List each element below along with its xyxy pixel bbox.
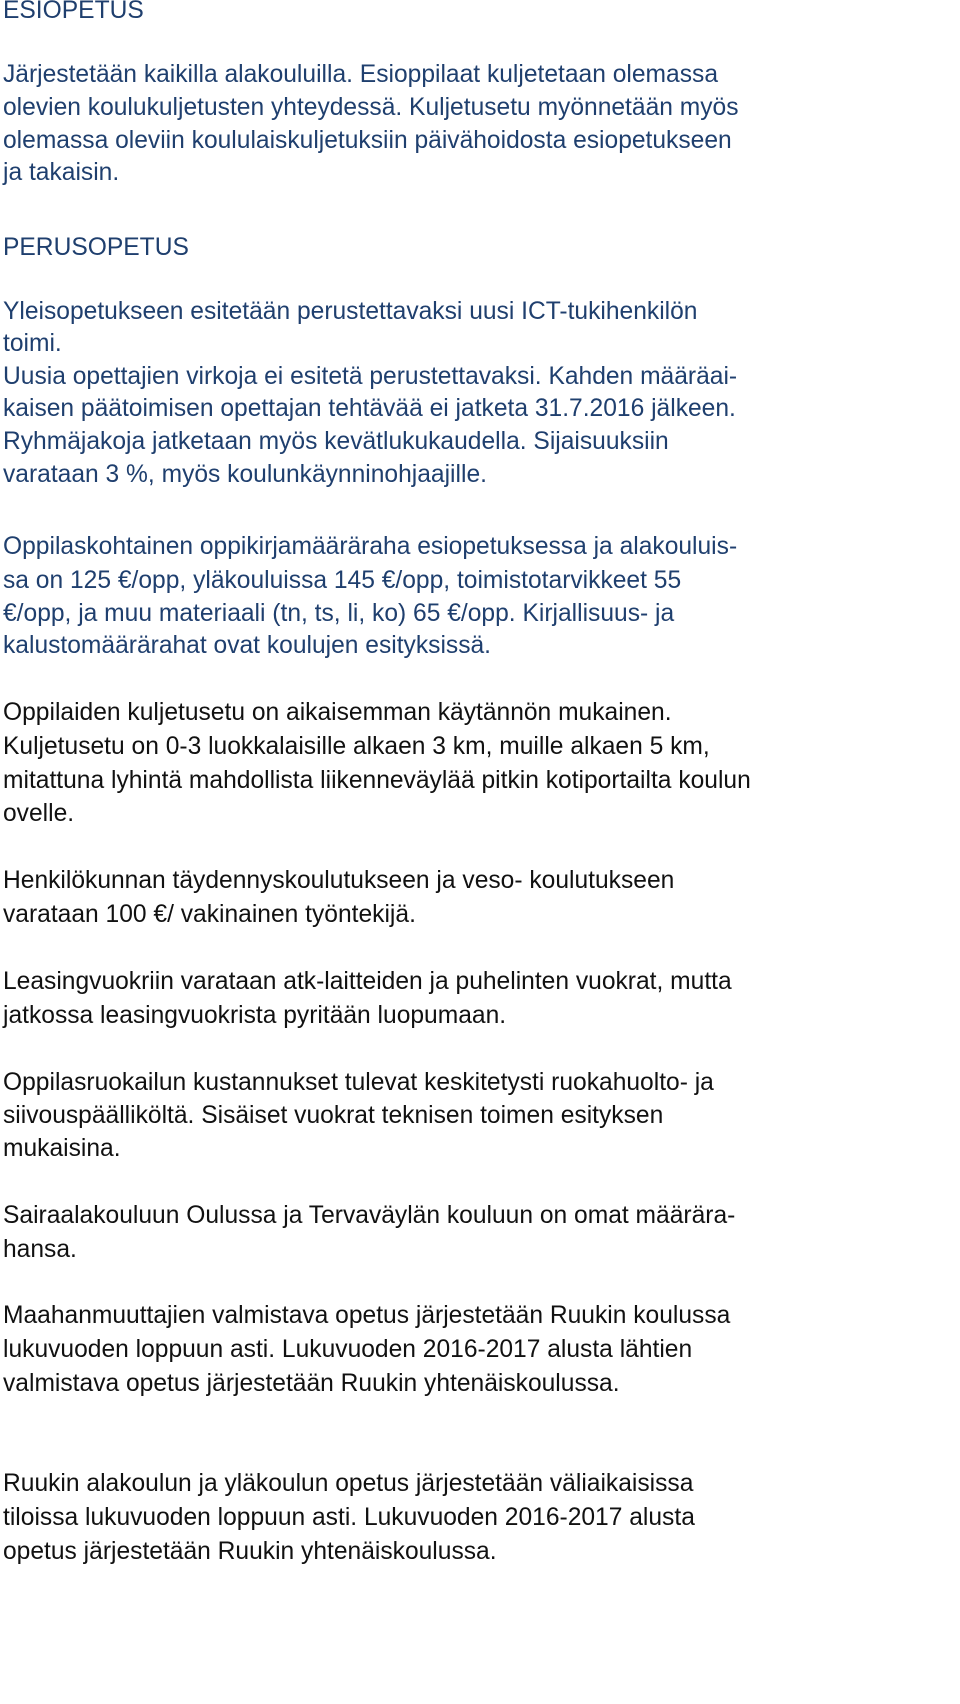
heading-esiopetus: ESIOPETUS [3, 0, 144, 24]
text-line: mitattuna lyhintä mahdollista liikenneväylää pitkin kotiportailta koulun [3, 767, 751, 794]
text-line: mukaisina. [3, 1135, 121, 1162]
text-line: Uusia opettajien virkoja ei esitetä perustettavaksi. Kahden määräai- [3, 363, 738, 390]
text-line: lukuvuoden loppuun asti. Lukuvuoden 2016-2017 alusta lähtien [3, 1336, 693, 1363]
text-line: Ryhmäjakoja jatketaan myös kevätlukukaudella. Sijaisuuksiin [3, 428, 669, 455]
text-line: jatkossa leasingvuokrista pyritään luopumaan. [3, 1002, 507, 1029]
text-line: ovelle. [3, 800, 75, 827]
text-line: hansa. [3, 1236, 77, 1263]
text-line: varataan 3 %, myös koulunkäynninohjaajille. [3, 461, 487, 488]
text-line: kalustomäärärahat ovat koulujen esityksissä. [3, 632, 492, 659]
text-line: Oppilaiden kuljetusetu on aikaisemman käytännön mukainen. [3, 699, 672, 726]
text-line: Oppilaskohtainen oppikirjamääräraha esiopetuksessa ja alakouluis- [3, 533, 738, 560]
text-line: kaisen päätoimisen opettajan tehtävää ei jatketa 31.7.2016 jälkeen. [3, 395, 736, 422]
text-line: Ruukin alakoulun ja yläkoulun opetus järjestetään väliaikaisissa [3, 1470, 694, 1497]
text-line: olemassa oleviin koululaiskuljetuksiin päivähoidosta esiopetukseen [3, 127, 732, 154]
text-line: Oppilasruokailun kustannukset tulevat keskitetysti ruokahuolto- ja [3, 1069, 714, 1096]
text-line: Maahanmuuttajien valmistava opetus järjestetään Ruukin koulussa [3, 1302, 731, 1329]
text-line: Yleisopetukseen esitetään perustettavaksi uusi ICT-tukihenkilön [3, 298, 698, 325]
text-line: Leasingvuokriin varataan atk-laitteiden ja puhelinten vuokrat, mutta [3, 968, 732, 995]
heading-perusopetus: PERUSOPETUS [3, 234, 189, 261]
text-line: toimi. [3, 330, 62, 357]
text-line: €/opp, ja muu materiaali (tn, ts, li, ko) 65 €/opp. Kirjallisuus- ja [3, 600, 675, 627]
text-line: siivouspäälliköltä. Sisäiset vuokrat teknisen toimen esityksen [3, 1102, 664, 1129]
text-line: Järjestetään kaikilla alakouluilla. Esioppilaat kuljetetaan olemassa [3, 61, 718, 88]
text-line: Sairaalakouluun Oulussa ja Tervaväylän kouluun on omat määrära- [3, 1202, 736, 1229]
text-line: Henkilökunnan täydennyskoulutukseen ja veso- koulutukseen [3, 867, 675, 894]
text-line: Kuljetusetu on 0-3 luokkalaisille alkaen 3 km, muille alkaen 5 km, [3, 733, 710, 760]
text-line: valmistava opetus järjestetään Ruukin yhtenäiskoulussa. [3, 1370, 620, 1397]
text-line: sa on 125 €/opp, yläkouluissa 145 €/opp, toimistotarvikkeet 55 [3, 567, 682, 594]
text-line: tiloissa lukuvuoden loppuun asti. Lukuvuoden 2016-2017 alusta [3, 1504, 695, 1531]
text-line: opetus järjestetään Ruukin yhtenäiskoulussa. [3, 1538, 497, 1565]
text-line: olevien koulukuljetusten yhteydessä. Kuljetusetu myönnetään myös [3, 94, 739, 121]
text-line: ja takaisin. [3, 159, 120, 186]
text-line: varataan 100 €/ vakinainen työntekijä. [3, 901, 416, 928]
